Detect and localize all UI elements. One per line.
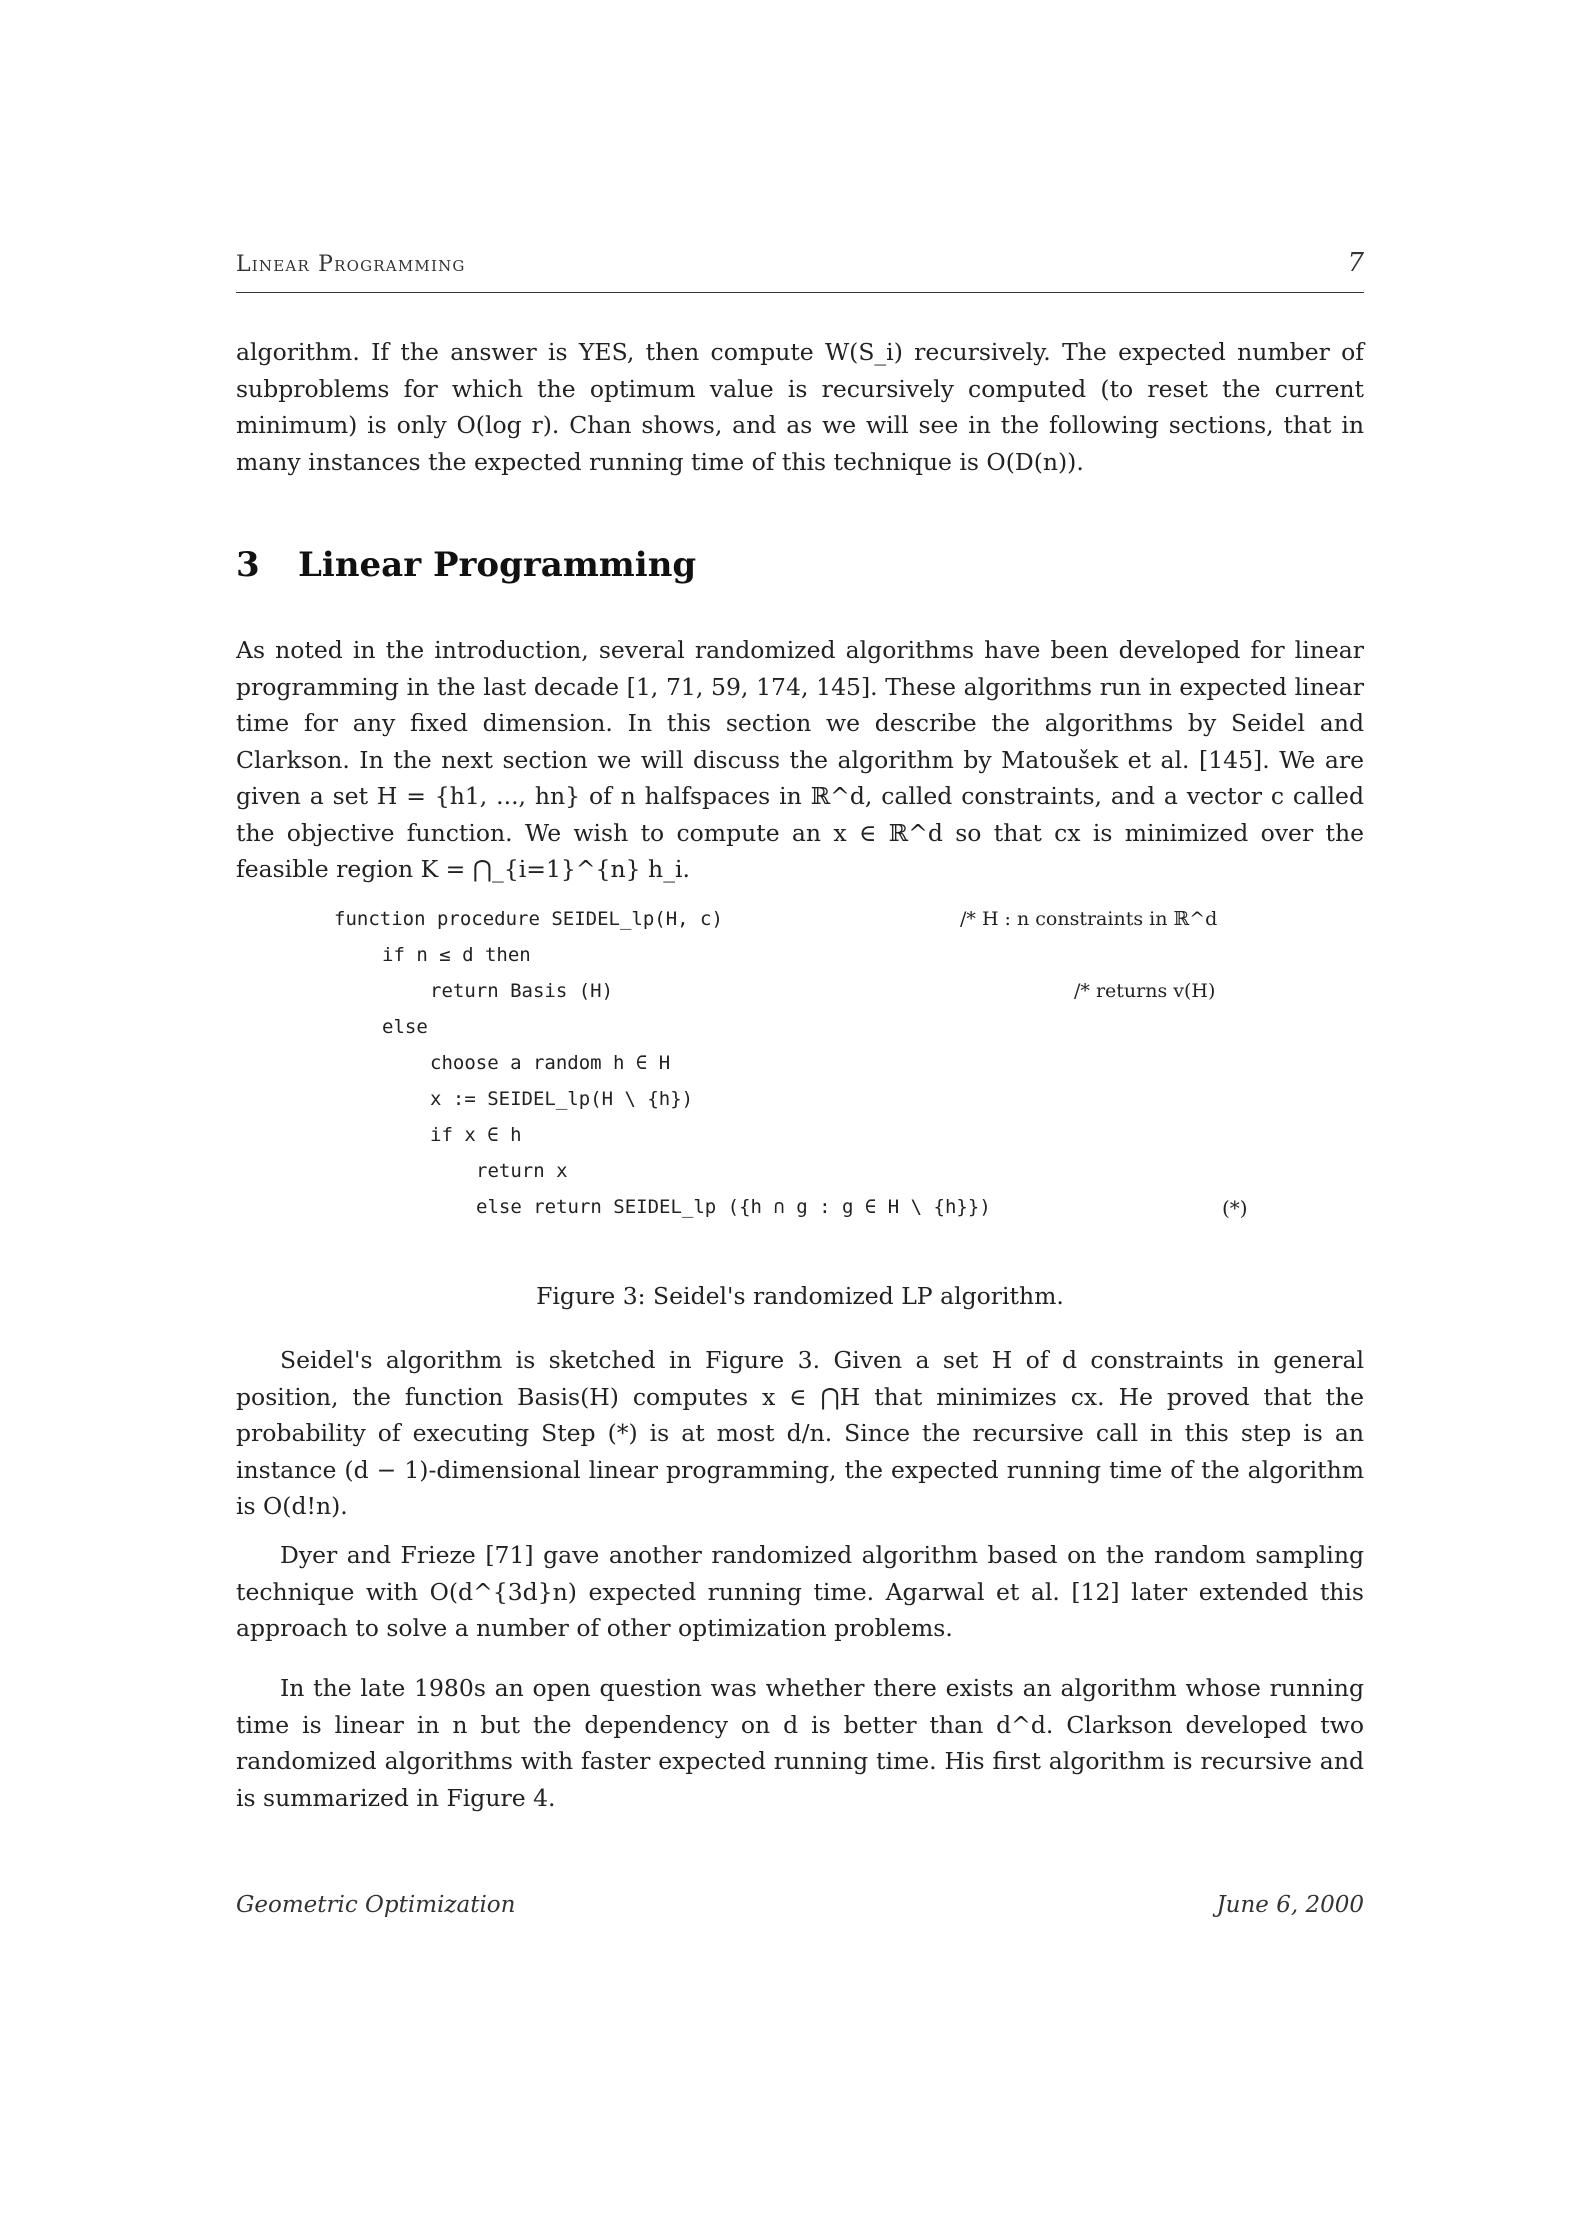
- section-number: 3: [236, 545, 260, 585]
- footer-left: Geometric Optimization: [236, 1892, 516, 1918]
- step-marker: (*): [1222, 1196, 1248, 1220]
- section-heading: [236, 545, 696, 585]
- code-line-recursive-call: x := SEIDEL_lp(H \ {h}): [430, 1088, 694, 1110]
- page-header: [236, 248, 1364, 293]
- code-comment-returns: /* returns v(H): [1074, 980, 1216, 1002]
- code-line-else-return: else return SEIDEL_lp ({h ∩ g : g ∈ H \ {h}}): [476, 1196, 991, 1218]
- code-comment-constraints: /* H : n constraints in ℝ^d: [960, 908, 1218, 930]
- paragraph-dyer: Dyer and Frieze [71] gave another randomized algorithm based on the random sampling technique with O(d^{3d}n) expected running time. Agarwal et al. [12] later extended this approach to solve a number of other optimization problems.: [236, 1541, 1364, 1642]
- paragraph-clarkson: In the late 1980s an open question was whether there exists an algorithm whose running time is linear in n but the dependency on d is better than d^d. Clarkson developed two randomized algorithms with faster expected running time. His first algorithm is recursive and is summarized in Figure 4.: [236, 1674, 1364, 1812]
- paragraph-seidel: Seidel's algorithm is sketched in Figure 3. Given a set H of d constraints in general position, the function Basis(H) computes x ∈ ⋂H that minimizes cx. He proved that the probability of executing Step (*) is at most d/n. Since the recursive call in this step is an instance (d − 1)-dimensional linear programming, the expected running time of the algorithm is O(d!n).: [236, 1346, 1364, 1520]
- code-line-return-x: return x: [476, 1160, 568, 1182]
- code-line-if-in: if x ∈ h: [430, 1124, 522, 1146]
- intro-paragraph: algorithm. If the answer is YES, then compute W(S_i) recursively. The expected number of subproblems for which the optimum value is recursively computed (to reset the current minimum) is only O(log r). Chan shows, and as we will see in the following sections, that in many instances the expected running time of this technique is O(D(n)).: [236, 338, 1364, 476]
- figure-caption: Figure 3: Seidel's randomized LP algorithm.: [536, 1282, 1064, 1310]
- code-line-return-basis: return Basis (H): [430, 980, 614, 1002]
- code-line-choose: choose a random h ∈ H: [430, 1052, 671, 1074]
- section-title: Linear Programming: [298, 545, 697, 585]
- footer-right: June 6, 2000: [1216, 1892, 1364, 1918]
- code-line-function: function procedure SEIDEL_lp(H, c): [334, 908, 723, 930]
- algorithm-listing: [334, 908, 1264, 1238]
- code-line-if: if n ≤ d then: [382, 944, 531, 966]
- lp-paragraph: As noted in the introduction, several randomized algorithms have been developed for linear programming in the last decade [1, 71, 59, 174, 145]. These algorithms run in expected linear time for any fixed dimension. In this section we describe the algorithms by Seidel and Clarkson. In the next section we will discuss the algorithm by Matoušek et al. [145]. We are given a set H = {h1, ..., hn} of n halfspaces in ℝ^d, called constraints, and a vector c called the objective function. We wish to compute an x ∈ ℝ^d so that cx is minimized over the feasible region K = ⋂_{i=1}^{n} h_i.: [236, 636, 1364, 883]
- code-line-else: else: [382, 1016, 428, 1038]
- running-title: Linear Programming: [236, 252, 466, 277]
- page-number: 7: [1347, 248, 1364, 278]
